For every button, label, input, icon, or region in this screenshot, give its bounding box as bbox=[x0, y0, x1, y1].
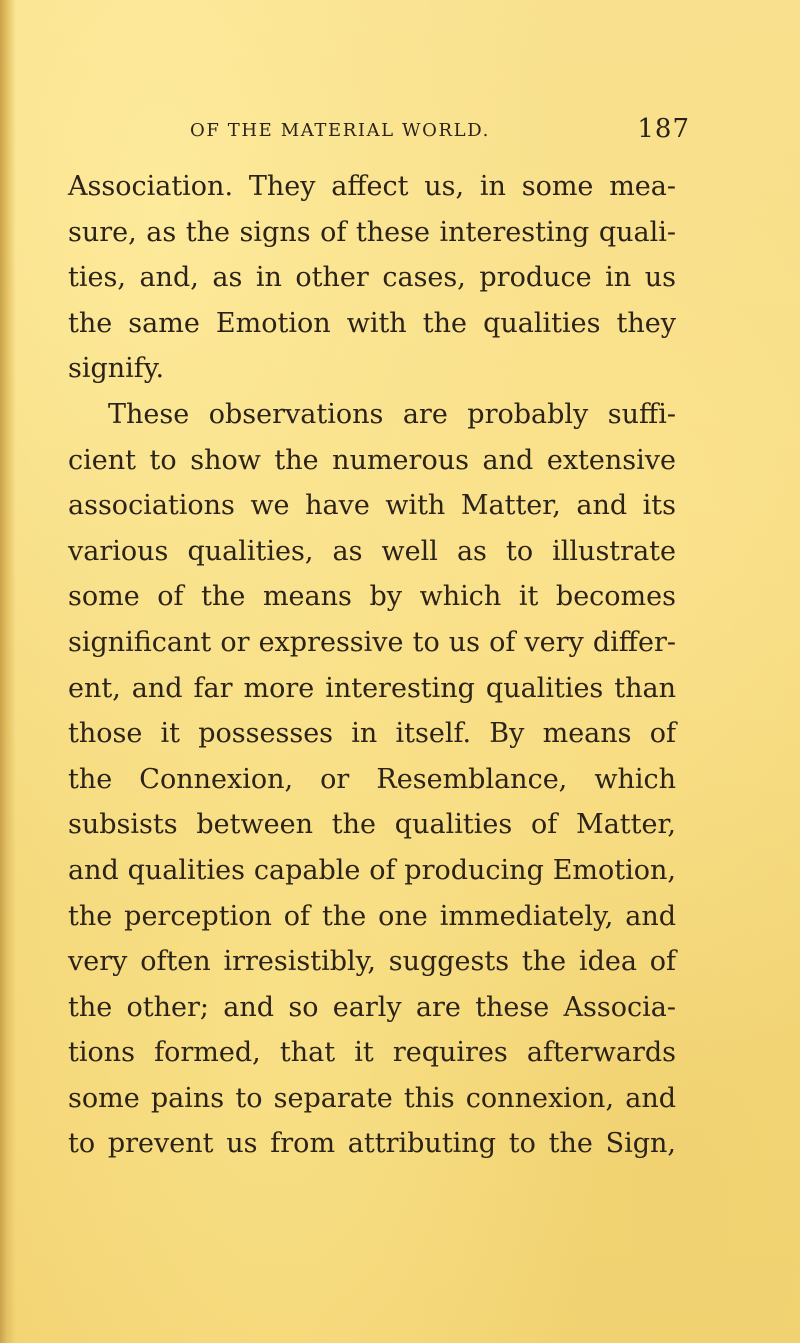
text-line: very often irresistibly, suggests the idea of bbox=[68, 946, 676, 978]
text-line: significant or expressive to us of very differ- bbox=[68, 626, 676, 658]
text-line: sure, as the signs of these interesting quali- bbox=[68, 216, 676, 248]
text-line: the perception of the one immediately, and bbox=[68, 900, 676, 932]
body-text bbox=[68, 164, 676, 1167]
text-line: some of the means by which it becomes bbox=[68, 581, 676, 613]
text-line: ent, and far more interesting qualities than bbox=[68, 672, 676, 704]
text-line: signify. bbox=[68, 353, 165, 385]
text-line: subsists between the qualities of Matter, bbox=[68, 809, 676, 841]
page-number: 187 bbox=[637, 114, 690, 144]
text-line: the same Emotion with the qualities they bbox=[68, 307, 676, 339]
text-line: Association. They affect us, in some mea- bbox=[68, 171, 676, 202]
page-header bbox=[190, 114, 690, 148]
text-line: These observations are probably suffi- bbox=[108, 398, 676, 430]
running-head: OF THE MATERIAL WORLD. bbox=[190, 120, 490, 141]
text-line: to prevent us from attributing to the Sign, bbox=[68, 1128, 676, 1160]
text-line: tions formed, that it requires afterwards bbox=[68, 1037, 676, 1069]
text-line: the Connexion, or Resemblance, which bbox=[68, 763, 676, 795]
text-line: those it possesses in itself. By means of bbox=[68, 718, 676, 750]
text-line: the other; and so early are these Associa- bbox=[68, 991, 676, 1023]
page-gutter-shadow bbox=[0, 0, 16, 1343]
text-line: some pains to separate this connexion, and bbox=[68, 1082, 676, 1114]
text-line: and qualities capable of producing Emotion, bbox=[68, 854, 676, 886]
text-line: associations we have with Matter, and its bbox=[68, 490, 676, 522]
text-line: ties, and, as in other cases, produce in us bbox=[68, 262, 676, 294]
text-line: cient to show the numerous and extensive bbox=[68, 444, 676, 476]
text-line: various qualities, as well as to illustrate bbox=[68, 535, 676, 567]
